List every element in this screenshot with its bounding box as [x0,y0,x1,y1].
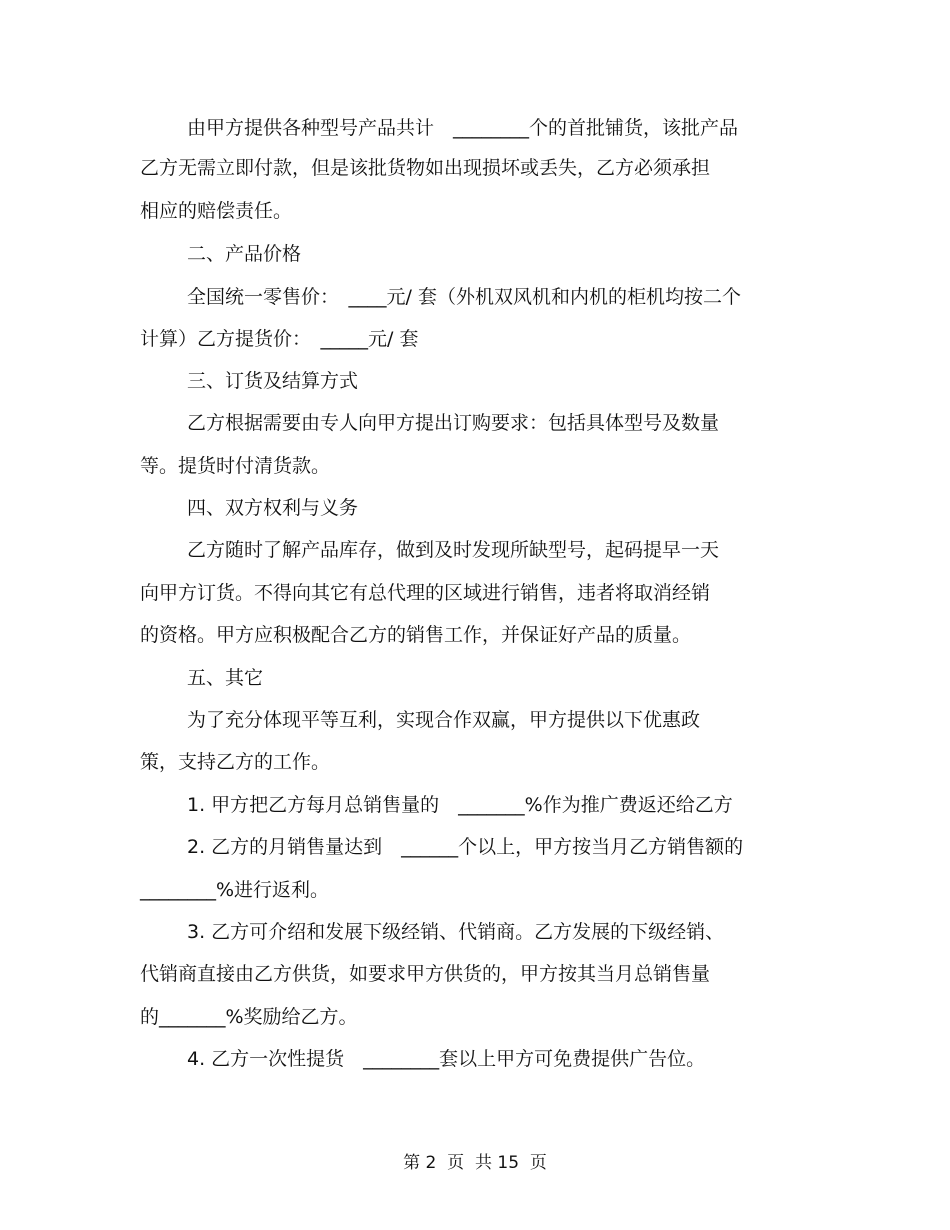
paragraph-line: 的资格。甲方应积极配合乙方的销售工作，并保证好产品的质量。 [140,624,692,646]
paragraph-line: 相应的赔偿责任。 [140,200,293,222]
section-heading: 四、双方权利与义务 [187,497,359,519]
list-item: 2. 乙方的月销售量达到 ______个以上，甲方按当月乙方销售额的 [187,836,744,858]
paragraph-line: 向甲方订货。不得向其它有总代理的区域进行销售，违者将取消经销 [140,582,711,604]
paragraph-line: 由甲方提供各种型号产品共计 ________个的首批铺货，该批产品 [187,117,739,139]
paragraph-line: ________%进行返利。 [140,879,330,901]
paragraph-line: 等。提货时付清货款。 [140,455,331,477]
section-heading: 五、其它 [187,667,264,689]
section-heading: 二、产品价格 [187,243,302,265]
paragraph-line: 乙方随时了解产品库存，做到及时发现所缺型号，起码提早一天 [187,539,720,561]
paragraph-line: 的_______%奖励给乙方。 [140,1006,358,1028]
list-item: 1. 甲方把乙方每月总销售量的 _______%作为推广费返还给乙方 [187,794,733,816]
paragraph-line: 乙方无需立即付款，但是该批货物如出现损坏或丢失，乙方必须承担 [140,157,711,179]
list-item: 4. 乙方一次性提货 ________套以上甲方可免费提供广告位。 [187,1048,706,1070]
paragraph-line: 为了充分体现平等互利，实现合作双赢，甲方提供以下优惠政 [187,709,701,731]
paragraph-line: 策，支持乙方的工作。 [140,751,331,773]
paragraph-line: 计算）乙方提货价： _____元/ 套 [140,328,419,350]
paragraph-line: 乙方根据需要由专人向甲方提出订购要求：包括具体型号及数量 [187,412,720,434]
section-heading: 三、订货及结算方式 [187,370,359,392]
paragraph-line: 代销商直接由乙方供货，如要求甲方供货的，甲方按其当月总销售量 [140,963,711,985]
paragraph-line: 全国统一零售价： ____元/ 套（外机双风机和内机的柜机均按二个 [187,286,741,308]
page-number-footer: 第 2 页 共 15 页 [403,1153,547,1173]
list-item: 3. 乙方可介绍和发展下级经销、代销商。乙方发展的下级经销、 [187,921,725,943]
